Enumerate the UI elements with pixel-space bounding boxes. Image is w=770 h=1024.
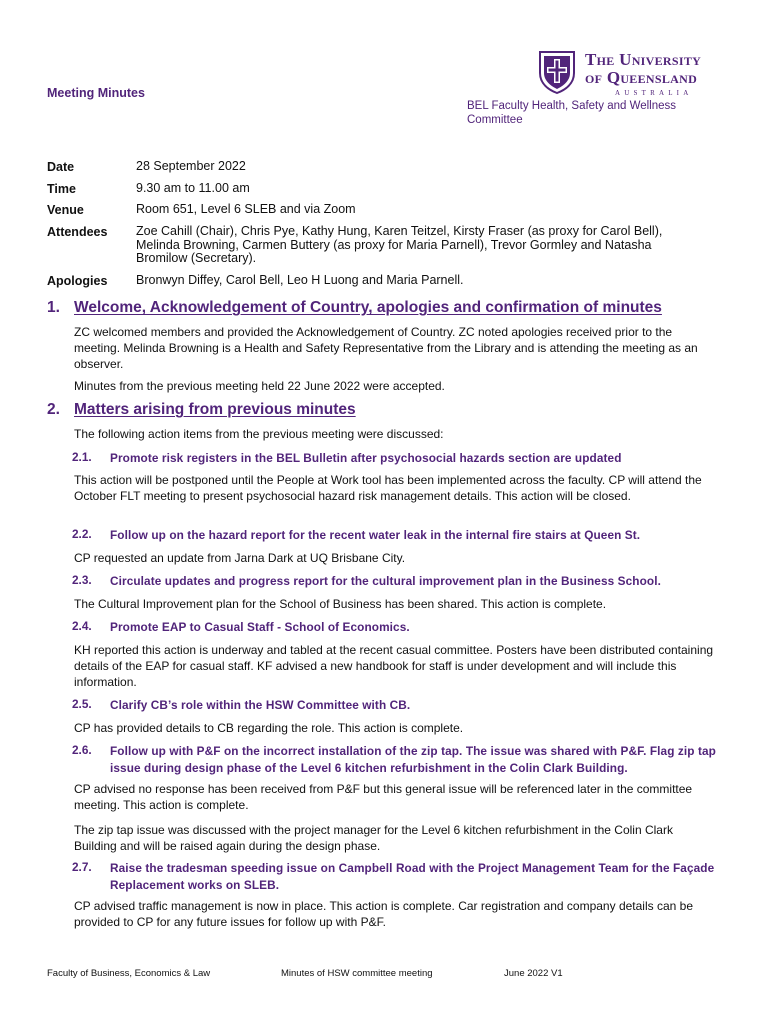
apologies-label: Apologies <box>47 274 108 288</box>
uq-logo <box>537 49 737 99</box>
section-1-number: 1. <box>47 299 60 316</box>
item-2-7-text: CP advised traffic management is now in place. This action is complete. Car registration and company details can be provided to CP for any future issues for follow up with P&F. <box>74 899 693 929</box>
attendees-value: Zoe Cahill (Chair), Chris Pye, Kathy Hung, Karen Teitzel, Kirsty Fraser (as proxy for Carol Bell), Melinda Browning, Carmen Buttery (as proxy for Maria Parnell), Trevor Gormley and Natasha Bromilow (Secretary). <box>136 224 663 265</box>
footer-document-title: Minutes of HSW committee meeting <box>281 968 433 979</box>
attendees-label: Attendees <box>47 225 108 239</box>
item-2-2-title: Follow up on the hazard report for the recent water leak in the internal fire stairs at Queen St. <box>110 528 641 542</box>
section-2-heading: Matters arising from previous minutes <box>74 401 356 418</box>
footer-faculty: Faculty of Business, Economics & Law <box>47 968 211 979</box>
item-2-1-text: This action will be postponed until the People at Work tool has been implemented across the faculty. CP will attend the October FLT meeting to present psychosocial hazard risk management details. This action will be closed. <box>74 473 702 503</box>
item-2-5-text: CP has provided details to CB regarding the role. This action is complete. <box>74 721 464 735</box>
uq-crest-icon <box>537 49 577 95</box>
logo-country: AUSTRALIA <box>615 89 693 97</box>
item-2-7-title: Raise the tradesman speeding issue on Campbell Road with the Project Management Team for the Façade Replacement works on SLEB. <box>110 861 715 892</box>
section-1-paragraph-1: ZC welcomed members and provided the Acknowledgement of Country. ZC noted apologies received prior to the meeting. Melinda Browning is a Health and Safety Representative from the Library and is attending the meeting as an observer. <box>74 325 698 371</box>
item-2-4-text: KH reported this action is underway and tabled at the recent casual committee. Posters have been distributed containing details of the EAP for casual staff. KF advised a new handbook for staff is under development and will include this information. <box>74 643 714 689</box>
item-2-7-number: 2.7. <box>72 860 92 874</box>
date-label: Date <box>47 160 75 174</box>
item-2-3-text: The Cultural Improvement plan for the School of Business has been shared. This action is complete. <box>74 597 607 611</box>
venue-label: Venue <box>47 203 84 217</box>
section-2-intro: The following action items from the previous meeting were discussed: <box>74 427 444 441</box>
footer-version: June 2022 V1 <box>504 968 563 979</box>
venue-value: Room 651, Level 6 SLEB and via Zoom <box>136 202 356 216</box>
time-value: 9.30 am to 11.00 am <box>136 181 250 195</box>
item-2-6-number: 2.6. <box>72 743 92 757</box>
item-2-4-title: Promote EAP to Casual Staff - School of Economics. <box>110 620 410 634</box>
logo-wordmark: The University of Queensland <box>585 50 702 87</box>
item-2-2-text: CP requested an update from Jarna Dark at UQ Brisbane City. <box>74 551 406 565</box>
item-2-3-title: Circulate updates and progress report for the cultural improvement plan in the Business School. <box>110 574 661 588</box>
item-2-6-text-2: The zip tap issue was discussed with the project manager for the Level 6 kitchen refurbishment in the Colin Clark Building and will be raised again during the design phase. <box>74 823 673 853</box>
item-2-5-title: Clarify CB’s role within the HSW Committee with CB. <box>110 698 411 712</box>
section-1-heading: Welcome, Acknowledgement of Country, apologies and confirmation of minutes <box>74 299 662 316</box>
apologies-value: Bronwyn Diffey, Carol Bell, Leo H Luong and Maria Parnell. <box>136 273 464 287</box>
item-2-1-number: 2.1. <box>72 450 92 464</box>
item-2-6-title: Follow up with P&F on the incorrect installation of the zip tap. The issue was shared with P&F. Flag zip tap issue during design phase of the Level 6 kitchen refurbishment in the Colin Clark Building. <box>110 744 716 775</box>
item-2-2-number: 2.2. <box>72 527 92 541</box>
item-2-1-title: Promote risk registers in the BEL Bulletin after psychosocial hazards section are updated <box>110 451 622 465</box>
item-2-4-number: 2.4. <box>72 619 92 633</box>
item-2-3-number: 2.3. <box>72 573 92 587</box>
document-type: Meeting Minutes <box>47 86 145 100</box>
date-value: 28 September 2022 <box>136 159 246 173</box>
item-2-6-text: CP advised no response has been received from P&F but this general issue will be referenced later in the committee meeting. This action is complete. <box>74 782 693 812</box>
committee-name: BEL Faculty Health, Safety and Wellness Committee <box>467 100 677 126</box>
item-2-5-number: 2.5. <box>72 697 92 711</box>
section-1-paragraph-2: Minutes from the previous meeting held 22 June 2022 were accepted. <box>74 379 445 393</box>
section-2-number: 2. <box>47 401 60 418</box>
time-label: Time <box>47 182 76 196</box>
